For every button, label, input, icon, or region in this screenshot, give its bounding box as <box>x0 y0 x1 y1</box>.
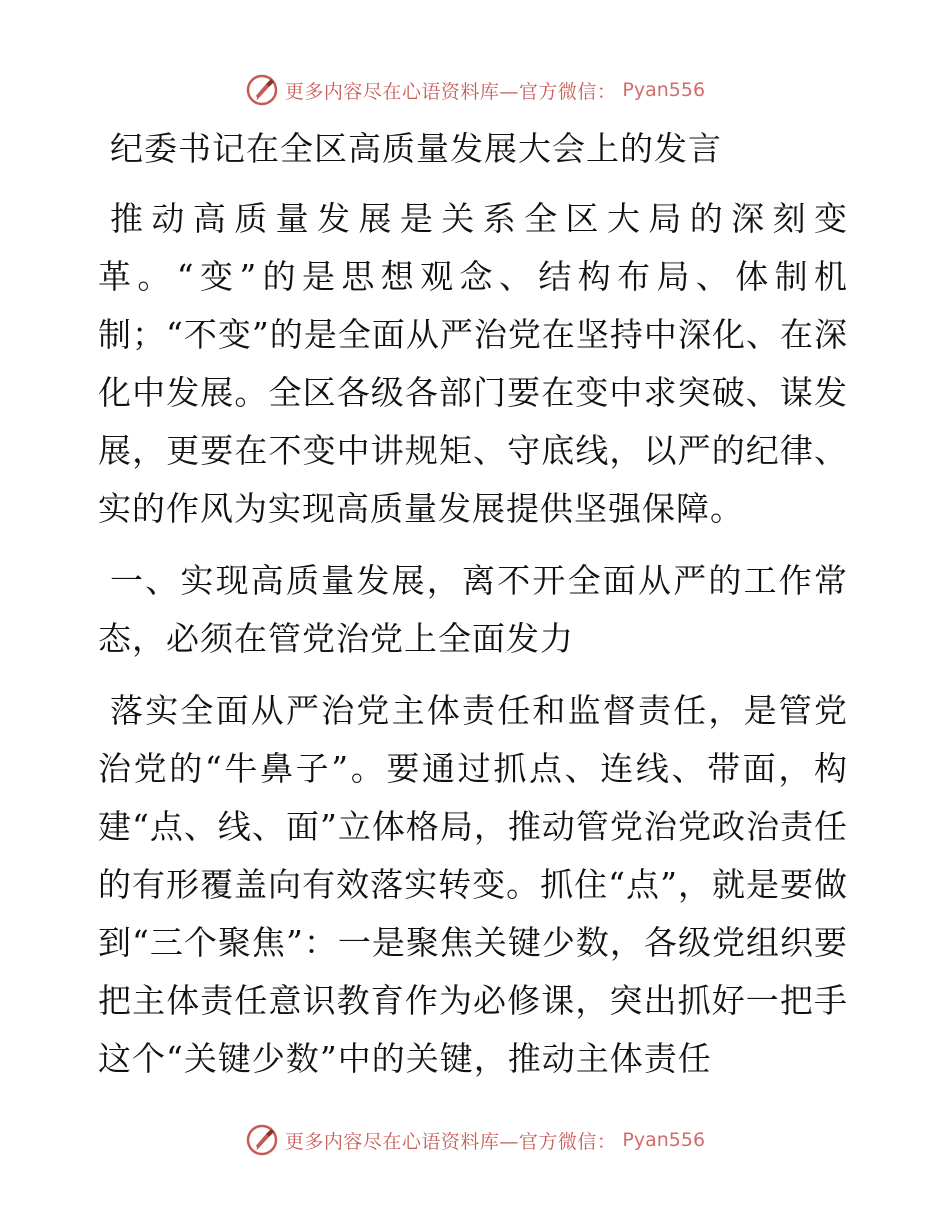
paragraph-section-1: 落实全面从严治党主体责任和监督责任，是管党治党的“牛鼻子”。要通过抓点、连线、带面，构建“点、线、面”立体格局，推动管党治党政治责任的有形覆盖向有效落实转变。抓住“点”，就是要做到“三个聚焦”：一是聚焦关键少数，各级党组织要把主体责任意识教育作为必修课，突出抓好一把手这个“关键少数”中的关键，推动主体责任 <box>98 691 848 1078</box>
section-heading-1: 一、实现高质量发展，离不开全面从严的工作常态，必须在管党治党上全面发力 <box>98 561 848 658</box>
watermark-header <box>0 70 950 110</box>
document-body <box>98 122 848 1102</box>
paragraph-intro: 推动高质量发展是关系全区大局的深刻变革。“变”的是思想观念、结构布局、体制机制；“不变”的是全面从严治党在坚持中深化、在深化中发展。全区各级各部门要在变中求突破、谋发展，更要在不变中讲规矩、守底线，以严的纪律、实的作风为实现高质量发展提供坚强保障。 <box>98 199 848 528</box>
watermark-footer <box>0 1120 950 1160</box>
watermark-handle: Pyan556 <box>622 1129 706 1151</box>
document-title: 纪委书记在全区高质量发展大会上的发言 <box>110 129 722 168</box>
pen-logo-icon <box>245 1123 279 1157</box>
pen-logo-icon <box>245 73 279 107</box>
watermark-text: 更多内容尽在心语资料库—官方微信： <box>284 1130 617 1153</box>
watermark-handle: Pyan556 <box>622 79 706 101</box>
watermark-text: 更多内容尽在心语资料库—官方微信： <box>284 80 617 103</box>
